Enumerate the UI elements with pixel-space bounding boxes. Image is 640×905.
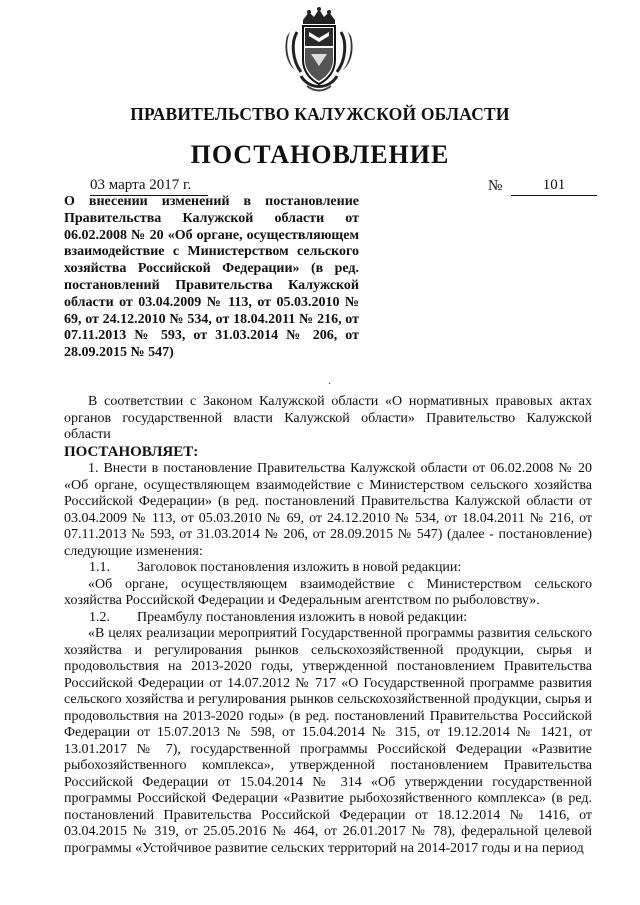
item-1-2-heading (64, 610, 592, 627)
preamble-paragraph: В соответствии с Законом Калужской области «О нормативных правовых актах органов государственной власти Калужской области» Правительство Калужской области (64, 394, 592, 442)
item-1-paragraph: 1. Внести в постановление Правительства Калужской области от 06.02.2008 № 20 «Об органе, осуществляющем взаимодействие с Министерством сельского хозяйства Российской Федерации» (в ред. постановлений Правительства Калужской области от 03.04.2009 № 113, от 05.03.2010 № 69, от 24.12.2010 № 534, от 18.04.2011 № 216, от 07.11.2013 № 593, от 31.03.2014 № 206, от 28.09.2015 № 547) (далее - постановление) следующие изменения: (64, 461, 592, 559)
document-body (64, 394, 592, 857)
document-number: 101 (511, 177, 597, 196)
document-type-title: ПОСТАНОВЛЕНИЕ (190, 140, 450, 169)
government-title: ПРАВИТЕЛЬСТВО КАЛУЖСКОЙ ОБЛАСТИ (130, 104, 510, 124)
item-1-1-heading (64, 560, 592, 577)
item-1-2-text: Преамбулу постановления изложить в новой редакции: (137, 609, 468, 625)
document-subject: О внесении изменений в постановление Правительства Калужской области от 06.02.2008 № 20 «Об органе, осуществляющем взаимодействие с Министерством сельского хозяйства Российской Федерации» (в ред. постановлений Правительства Калужской области от 03.04.2009 № 113, от 05.03.2010 № 69, от 24.12.2010 № 534, от 18.04.2011 № 216, от 07.11.2013 № 593, от 31.03.2014 № 206, от 28.09.2015 № 547) (64, 194, 359, 361)
stray-mark: · (328, 379, 332, 390)
item-1-2-number: 1.2. (89, 609, 110, 625)
item-1-1-number: 1.1. (89, 560, 110, 575)
item-1-1-text: Заголовок постановления изложить в новой редакции: (137, 560, 462, 575)
number-sign: № (488, 178, 503, 194)
item-1-1-quote: «Об органе, осуществляющем взаимодействие с Министерством сельского хозяйства Российской Федерации и Федеральным агентством по рыболовству». (64, 576, 592, 608)
document-date: 03 марта 2017 г. (90, 177, 208, 196)
coat-of-arms-emblem (283, 6, 355, 94)
resolves-verb: ПОСТАНОВЛЯЕТ: (64, 443, 199, 460)
item-1-2-quote: «В целях реализации мероприятий Государственной программы развития сельского хозяйства и регулирования рынков сельскохозяйственной продукции, сырья и продовольствия на 2013-2020 годы, утвержденной постановлением Правительства Российской Федерации от 14.07.2012 № 717 «О Государственной программе развития сельского хозяйства и регулирования рынков сельскохозяйственной продукции, сырья и продовольствия на 2013-2020 годы» (в ред. постановлений Правительства Российской Федерации от 15.07.2013 № 598, от 15.04.2014 № 315, от 19.12.2014 № 1421, от 13.01.2017 № 7), государственной программы Российской Федерации «Развитие рыбохозяйственного комплекса», утвержденной постановлением Правительства Российской Федерации от 15.04.2014 № 314 «Об утверждении государственной программы Российской Федерации «Развитие рыбохозяйственного комплекса» (в ред. постановлений Правительства Российской Федерации от 18.12.2014 № 1416, от 03.04.2015 № 319, от 25.05.2016 № 464, от 26.01.2017 № 78), федеральной целевой программы «Устойчивое развитие сельских территорий на 2014-2017 годы и на период (64, 626, 592, 856)
